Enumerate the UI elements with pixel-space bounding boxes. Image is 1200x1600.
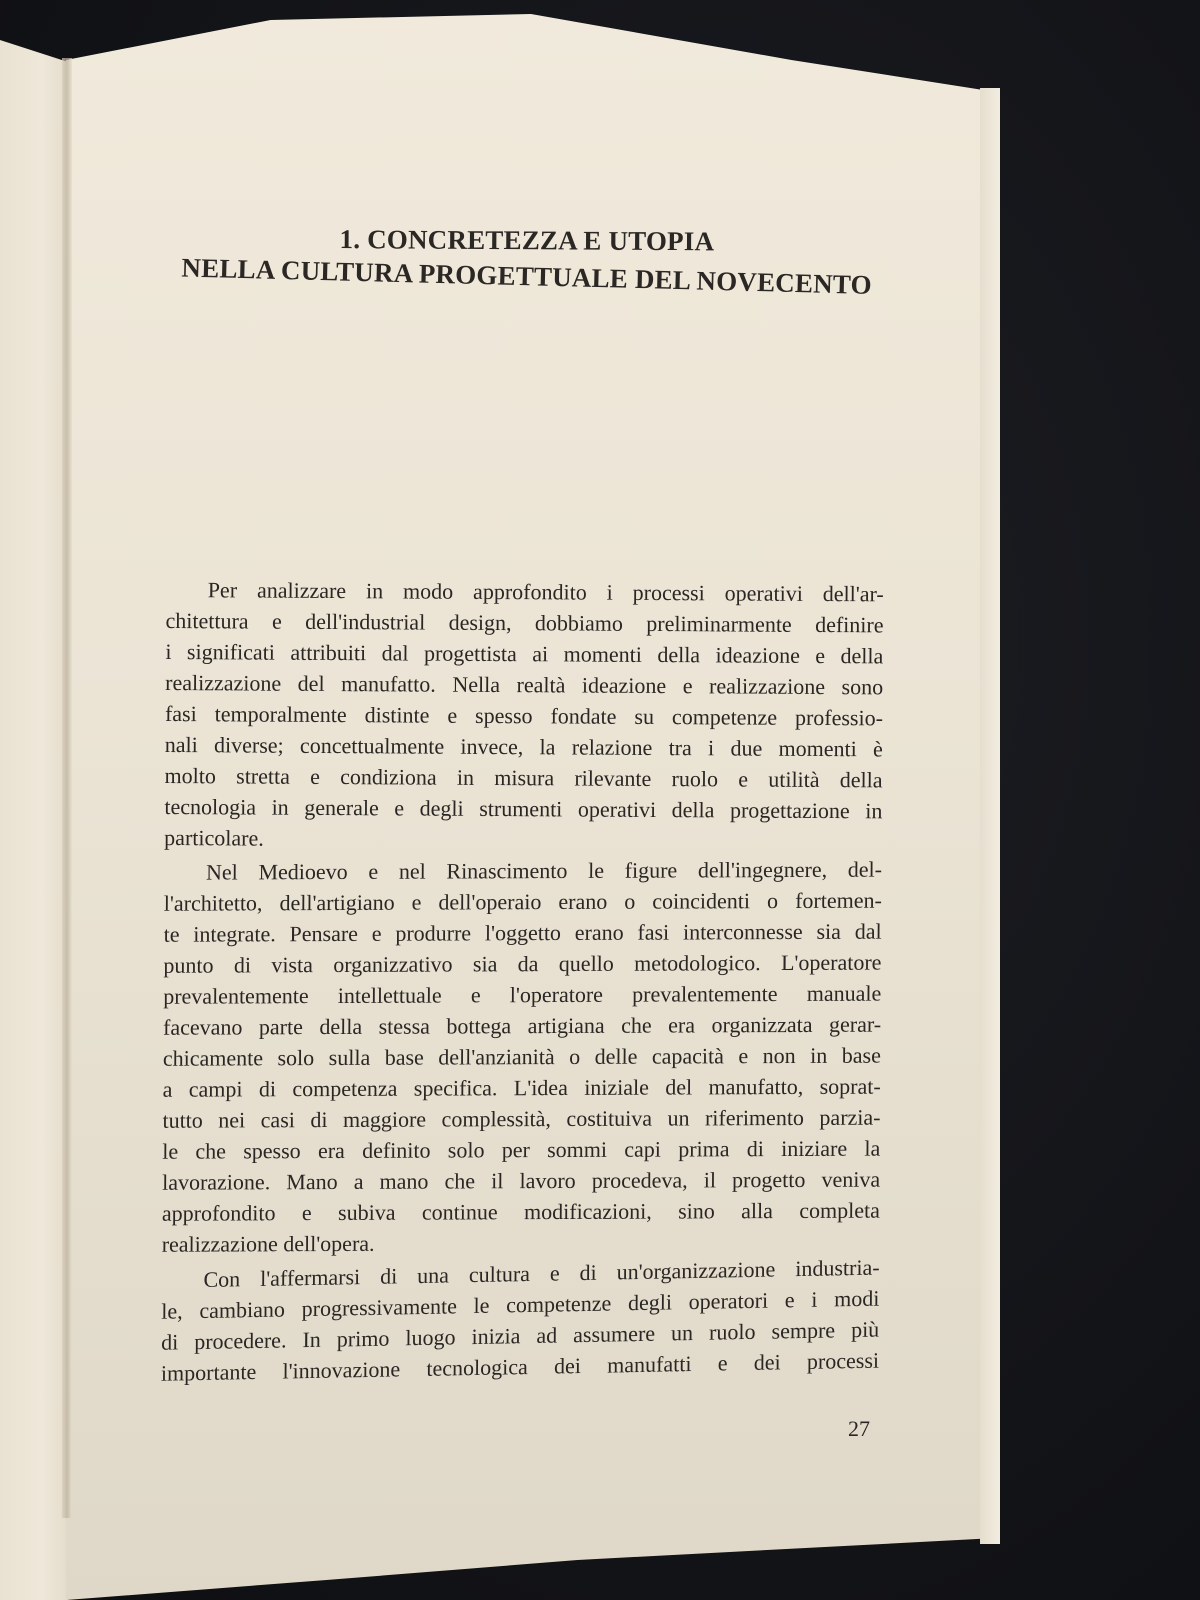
text-line: le che spesso era definito solo per sommi capi prima di iniziare la (162, 1135, 881, 1164)
page-content (161, 220, 886, 1384)
text-line: realizzazione dell'opera. (161, 1230, 375, 1257)
chapter-title-line-1: 1. CONCRETEZZA E UTOPIA (339, 224, 715, 257)
text-line: fasi temporalmente distinte e spesso fondate su competenze professio- (164, 700, 884, 731)
chapter-title (168, 220, 886, 300)
text-line: punto di vista organizzativo sia da quello metodologico. L'operatore (163, 949, 882, 978)
text-line: molto stretta e condiziona in misura rilevante ruolo e utilità della (164, 762, 883, 793)
text-line: i significati attribuiti dal progettista ai momenti della ideazione e della (165, 638, 884, 669)
book-gutter (62, 58, 72, 1518)
text-line: nali diverse; concettualmente invece, la relazione tra i due momenti è (164, 731, 883, 762)
body-text (161, 574, 884, 1384)
text-line: Con l'affermarsi di una cultura e di un'organizzazione industria- (203, 1254, 880, 1292)
text-line: chitettura e dell'industrial design, dobbiamo preliminarmente definire (165, 607, 884, 638)
text-line: particolare. (164, 824, 264, 851)
paragraph-1 (164, 574, 884, 857)
text-line: lavorazione. Mano a mano che il lavoro procedeva, il progetto veniva (162, 1166, 881, 1195)
text-line: chicamente solo sulla base dell'anzianità o delle capacità e non in base (162, 1042, 881, 1071)
text-line: importante l'innovazione tecnologica dei manufatti e dei processi (160, 1347, 880, 1386)
page-number: 27 (848, 1416, 870, 1441)
text-line: le, cambiano progressivamente le competenze degli operatori e i modi (161, 1285, 880, 1324)
text-line: prevalentemente intellettuale e l'operatore prevalentemente manuale (163, 980, 882, 1009)
text-line: di procedere. In primo luogo inizia ad assumere un ruolo sempre più (161, 1316, 880, 1355)
text-line: l'architetto, dell'artigiano e dell'operaio erano o coincidenti o fortemen- (163, 887, 882, 916)
text-line: realizzazione del manufatto. Nella realtà ideazione e realizzazione sono (165, 669, 884, 700)
paragraph-3 (161, 1256, 880, 1384)
chapter-title-line-2: NELLA CULTURA PROGETTUALE DEL NOVECENTO (181, 252, 873, 300)
text-line: approfondito e subiva continue modificazioni, sino alla completa (161, 1197, 881, 1226)
text-line: Nel Medioevo e nel Rinascimento le figure dell'ingegnere, del- (205, 856, 883, 885)
text-line: a campi di competenza specifica. L'idea iniziale del manufatto, soprat- (162, 1073, 881, 1102)
left-facing-page (0, 40, 68, 1600)
text-line: te integrate. Pensare e produrre l'oggetto erano fasi interconnesse sia dal (163, 918, 882, 947)
text-line: facevano parte della stessa bottega artigiana che era organizzata gerar- (162, 1011, 882, 1040)
text-line: tutto nei casi di maggiore complessità, costituiva un riferimento parzia- (162, 1104, 881, 1133)
paragraph-2 (162, 853, 882, 1260)
page-edge (980, 88, 1000, 1544)
text-line: tecnologia in generale e degli strumenti operativi della progettazione in (164, 793, 883, 824)
text-line: Per analizzare in modo approfondito i processi operativi dell'ar- (207, 577, 884, 607)
